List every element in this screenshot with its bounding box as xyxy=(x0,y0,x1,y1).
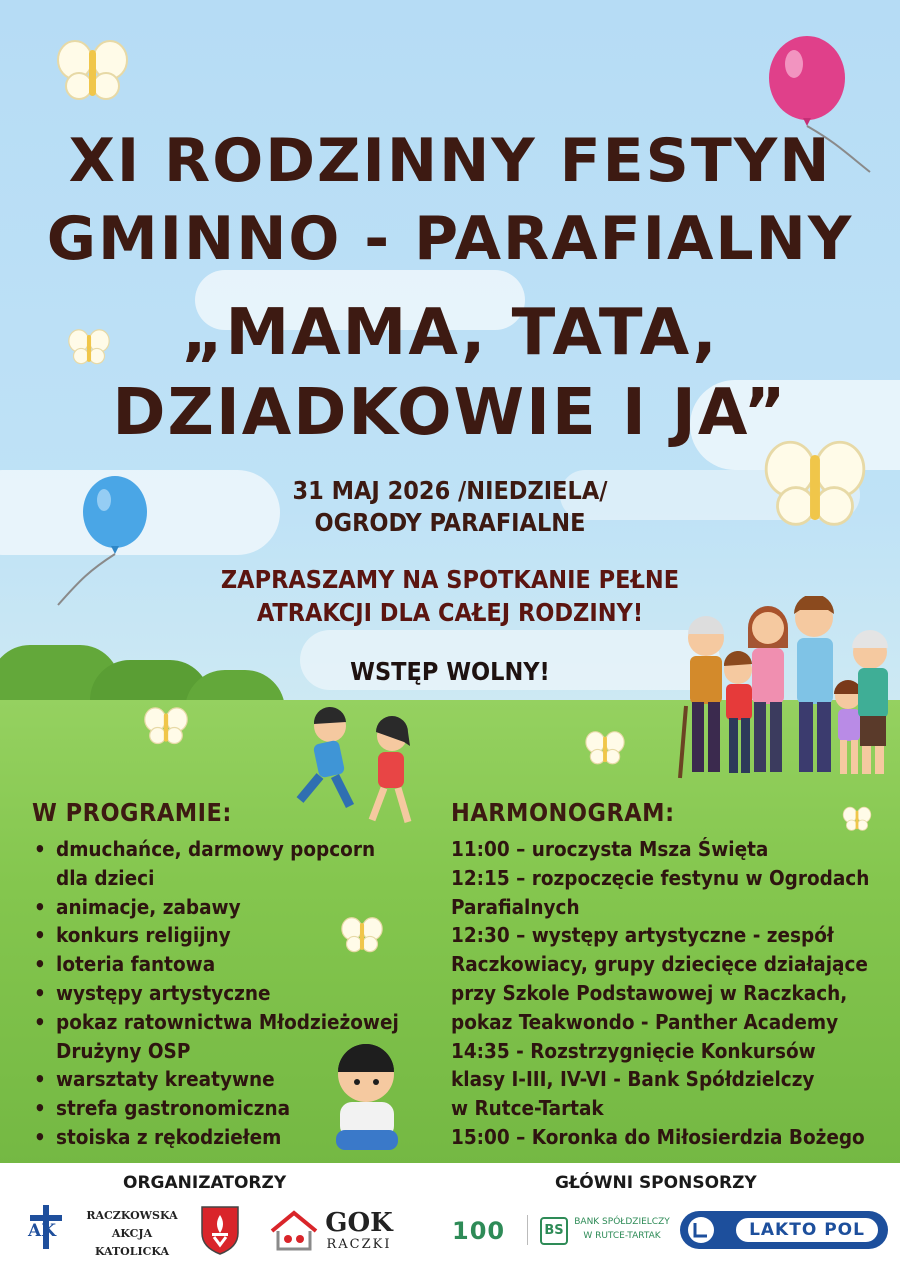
ak-name-line: RACZKOWSKA xyxy=(86,1209,178,1222)
title-line-2: GMINNO - PARAFIALNY xyxy=(46,204,854,274)
program-list xyxy=(32,835,432,1152)
program-item-text: konkurs religijny xyxy=(56,923,231,948)
event-place: OGRODY PARAFIALNE xyxy=(314,508,586,537)
program-item xyxy=(32,979,432,1008)
program-item xyxy=(32,893,432,922)
ak-name-line: AKCJA xyxy=(111,1227,153,1240)
program-item xyxy=(32,921,432,950)
program-item-text: animacje, zabawy xyxy=(56,894,241,919)
ak-name xyxy=(86,1207,178,1261)
program-item-text: pokaz ratownictwa Młodzieżowej Drużyny OSP xyxy=(56,1009,399,1063)
anniversary-number: 100 xyxy=(452,1217,506,1245)
program-item xyxy=(32,1008,432,1066)
bank-name-line: BANK SPÓŁDZIELCZY xyxy=(574,1217,670,1227)
lakto-text-pill xyxy=(734,1216,880,1244)
schedule-heading: HARMONOGRAM: xyxy=(451,798,675,827)
schedule-line: 12:30 – występy artystyczne - zespół xyxy=(451,923,834,948)
gok-sub: RACZKI xyxy=(326,1237,392,1252)
sponsors-label: GŁÓWNI SPONSORZY xyxy=(555,1173,757,1193)
program-item xyxy=(32,835,432,893)
event-date: 31 MAJ 2026 /NIEDZIELA/ xyxy=(292,476,608,505)
lakto-pol-logo xyxy=(680,1211,888,1249)
program-heading: W PROGRAMIE: xyxy=(32,798,232,827)
program-item xyxy=(32,950,432,979)
invite-line-1: ZAPRASZAMY NA SPOTKANIE PEŁNE xyxy=(220,565,680,594)
ak-name-line: KATOLICKA xyxy=(94,1245,170,1258)
title-line-4: DZIADKOWIE I JA” xyxy=(112,376,788,450)
title-line-3: „MAMA, TATA, xyxy=(181,296,719,370)
schedule-line: 11:00 – uroczysta Msza Święta xyxy=(451,837,769,861)
bank-name xyxy=(568,1215,676,1243)
lakto-emblem-icon xyxy=(686,1215,716,1245)
schedule-line: w Rutce-Tartak xyxy=(451,1096,604,1121)
program-item-text: warsztaty kreatywne xyxy=(56,1067,275,1092)
organizers-label: ORGANIZATORZY xyxy=(123,1173,287,1193)
gok-house-icon xyxy=(268,1209,320,1253)
gok-name xyxy=(322,1209,396,1252)
anniversary-logo xyxy=(452,1217,505,1245)
schedule-line: 14:35 - Rozstrzygnięcie Konkursów xyxy=(451,1038,816,1063)
program-item-text: strefa gastronomiczna xyxy=(56,1096,291,1121)
footer xyxy=(0,1163,900,1273)
program-item xyxy=(32,1094,432,1123)
title-line-1: XI RODZINNY FESTYN xyxy=(68,126,832,196)
schedule-line: 12:15 – rozpoczęcie festynu w Ogrodach xyxy=(451,865,870,890)
program-item xyxy=(32,1065,432,1094)
schedule-list xyxy=(451,835,896,1152)
butterfly-icon xyxy=(584,730,626,766)
program-item-text: stoiska z rękodziełem xyxy=(56,1124,282,1149)
schedule-line: przy Szkole Podstawowej w Raczkach, xyxy=(451,980,848,1005)
invite-line-2: ATRAKCJI DLA CAŁEJ RODZINY! xyxy=(256,598,644,627)
butterfly-icon xyxy=(142,706,190,746)
family-illustration xyxy=(672,596,894,786)
divider xyxy=(527,1215,528,1245)
schedule-line: Parafialnych xyxy=(451,894,580,919)
lakto-text: LAKTO POL xyxy=(749,1220,865,1240)
program-item xyxy=(32,1123,432,1152)
butterfly-icon xyxy=(55,38,130,103)
program-section xyxy=(32,798,432,1152)
bank-mark-text: BS xyxy=(544,1223,564,1238)
schedule-line: 15:00 – Koronka do Miłosierdzia Bożego xyxy=(451,1124,865,1149)
bank-mark xyxy=(540,1217,568,1245)
schedule-line: Raczkowiacy, grupy dziecięce działające xyxy=(451,952,868,977)
schedule-section xyxy=(451,798,896,1152)
program-item-text: dmuchańce, darmowy popcorn dla dzieci xyxy=(56,837,376,890)
program-item-text: loteria fantowa xyxy=(56,952,216,977)
schedule-line: klasy I-III, IV-VI - Bank Spółdzielczy xyxy=(451,1067,815,1092)
gok-main: GOK xyxy=(325,1208,393,1238)
ak-logo xyxy=(26,1205,66,1249)
ak-mark: AK xyxy=(28,1221,56,1241)
program-item-text: występy artystyczne xyxy=(56,980,271,1005)
coat-of-arms-icon xyxy=(200,1205,240,1255)
bank-name-line: W RUTCE-TARTAK xyxy=(583,1231,661,1241)
schedule-line: pokaz Teakwondo - Panther Academy xyxy=(451,1009,839,1034)
free-entry: WSTĘP WOLNY! xyxy=(350,657,550,686)
